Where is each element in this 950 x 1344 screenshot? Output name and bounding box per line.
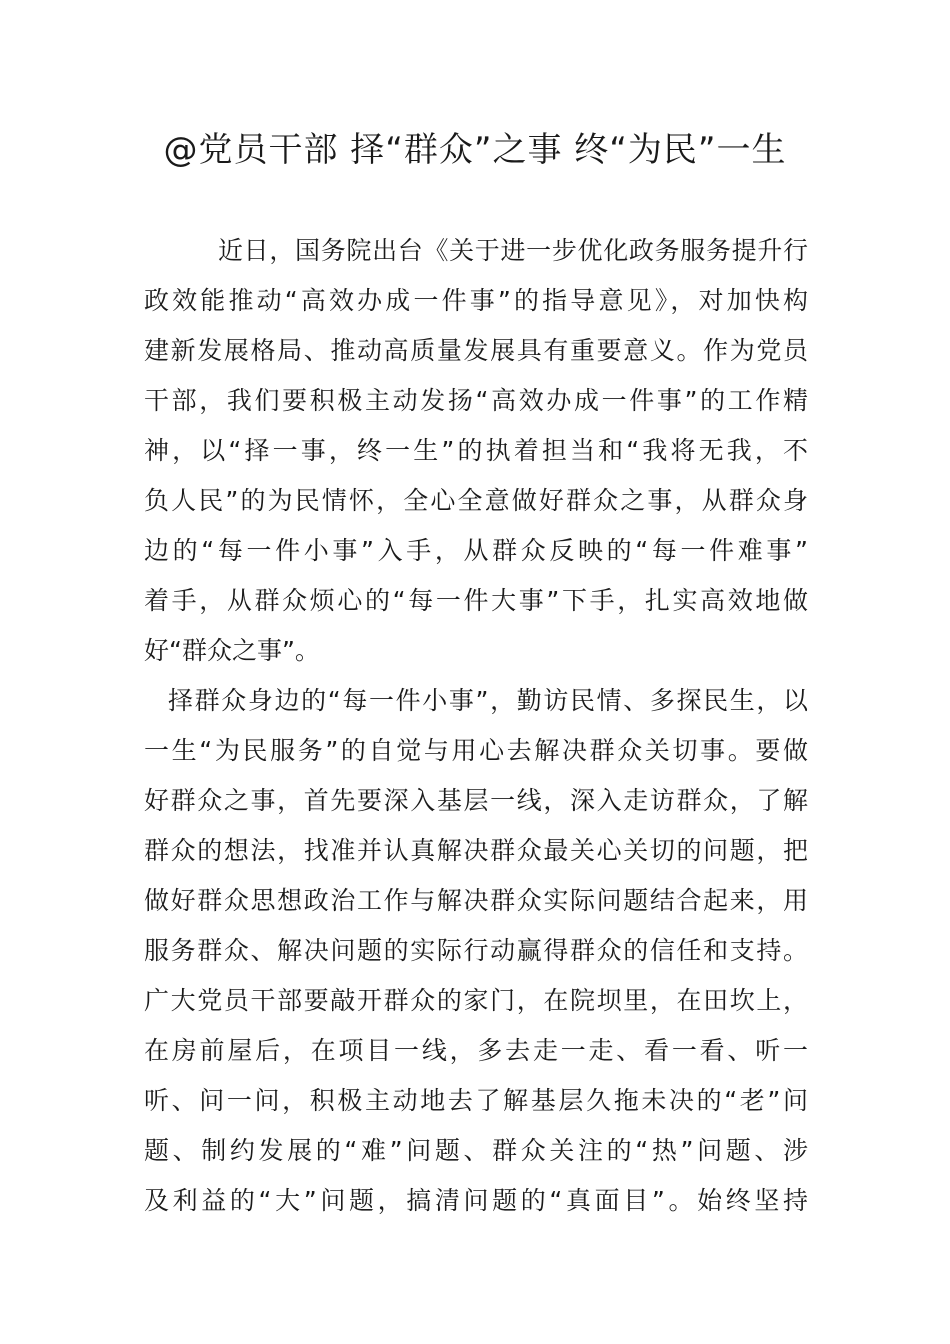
paragraph-line: 听、问一问，积极主动地去了解基层久拖未决的“老”问 (144, 1086, 808, 1115)
paragraph-line: 择群众身边的“每一件小事”，勤访民情、多探民生，以 (168, 686, 808, 715)
paragraph-line: 一生“为民服务”的自觉与用心去解决群众关切事。要做 (144, 736, 808, 765)
paragraph-line: 服务群众、解决问题的实际行动赢得群众的信任和支持。 (144, 936, 808, 965)
paragraph-line: 在房前屋后，在项目一线，多去走一走、看一看、听一 (144, 1036, 808, 1065)
paragraph-line: 及利益的“大”问题，搞清问题的“真面目”。始终坚持 (144, 1186, 808, 1215)
paragraph-line: 建新发展格局、推动高质量发展具有重要意义。作为党员 (144, 336, 808, 365)
paragraph-line: 好群众之事，首先要深入基层一线，深入走访群众，了解 (144, 786, 808, 815)
paragraph-line: 干部，我们要积极主动发扬“高效办成一件事”的工作精 (144, 386, 808, 415)
paragraph-line: 题、制约发展的“难”问题、群众关注的“热”问题、涉 (144, 1136, 808, 1165)
paragraph-line: 负人民”的为民情怀，全心全意做好群众之事，从群众身 (144, 486, 808, 515)
paragraph-line: 广大党员干部要敲开群众的家门，在院坝里，在田坎上， (144, 986, 808, 1015)
paragraph-line: 群众的想法，找准并认真解决群众最关心关切的问题，把 (144, 836, 808, 865)
paragraph-line: 做好群众思想政治工作与解决群众实际问题结合起来，用 (144, 886, 808, 915)
paragraph-line: 好“群众之事”。 (144, 636, 320, 665)
paragraph-line: 神，以“择一事，终一生”的执着担当和“我将无我，不 (144, 436, 808, 465)
document-title: @党员干部 择“群众”之事 终“为民”一生 (163, 130, 787, 170)
paragraph-line: 边的“每一件小事”入手，从群众反映的“每一件难事” (144, 536, 808, 565)
paragraph-line: 近日，国务院出台《关于进一步优化政务服务提升行 (218, 236, 808, 265)
paragraph-line: 着手，从群众烦心的“每一件大事”下手，扎实高效地做 (144, 586, 808, 615)
paragraph-line: 政效能推动“高效办成一件事”的指导意见》，对加快构 (144, 286, 808, 315)
